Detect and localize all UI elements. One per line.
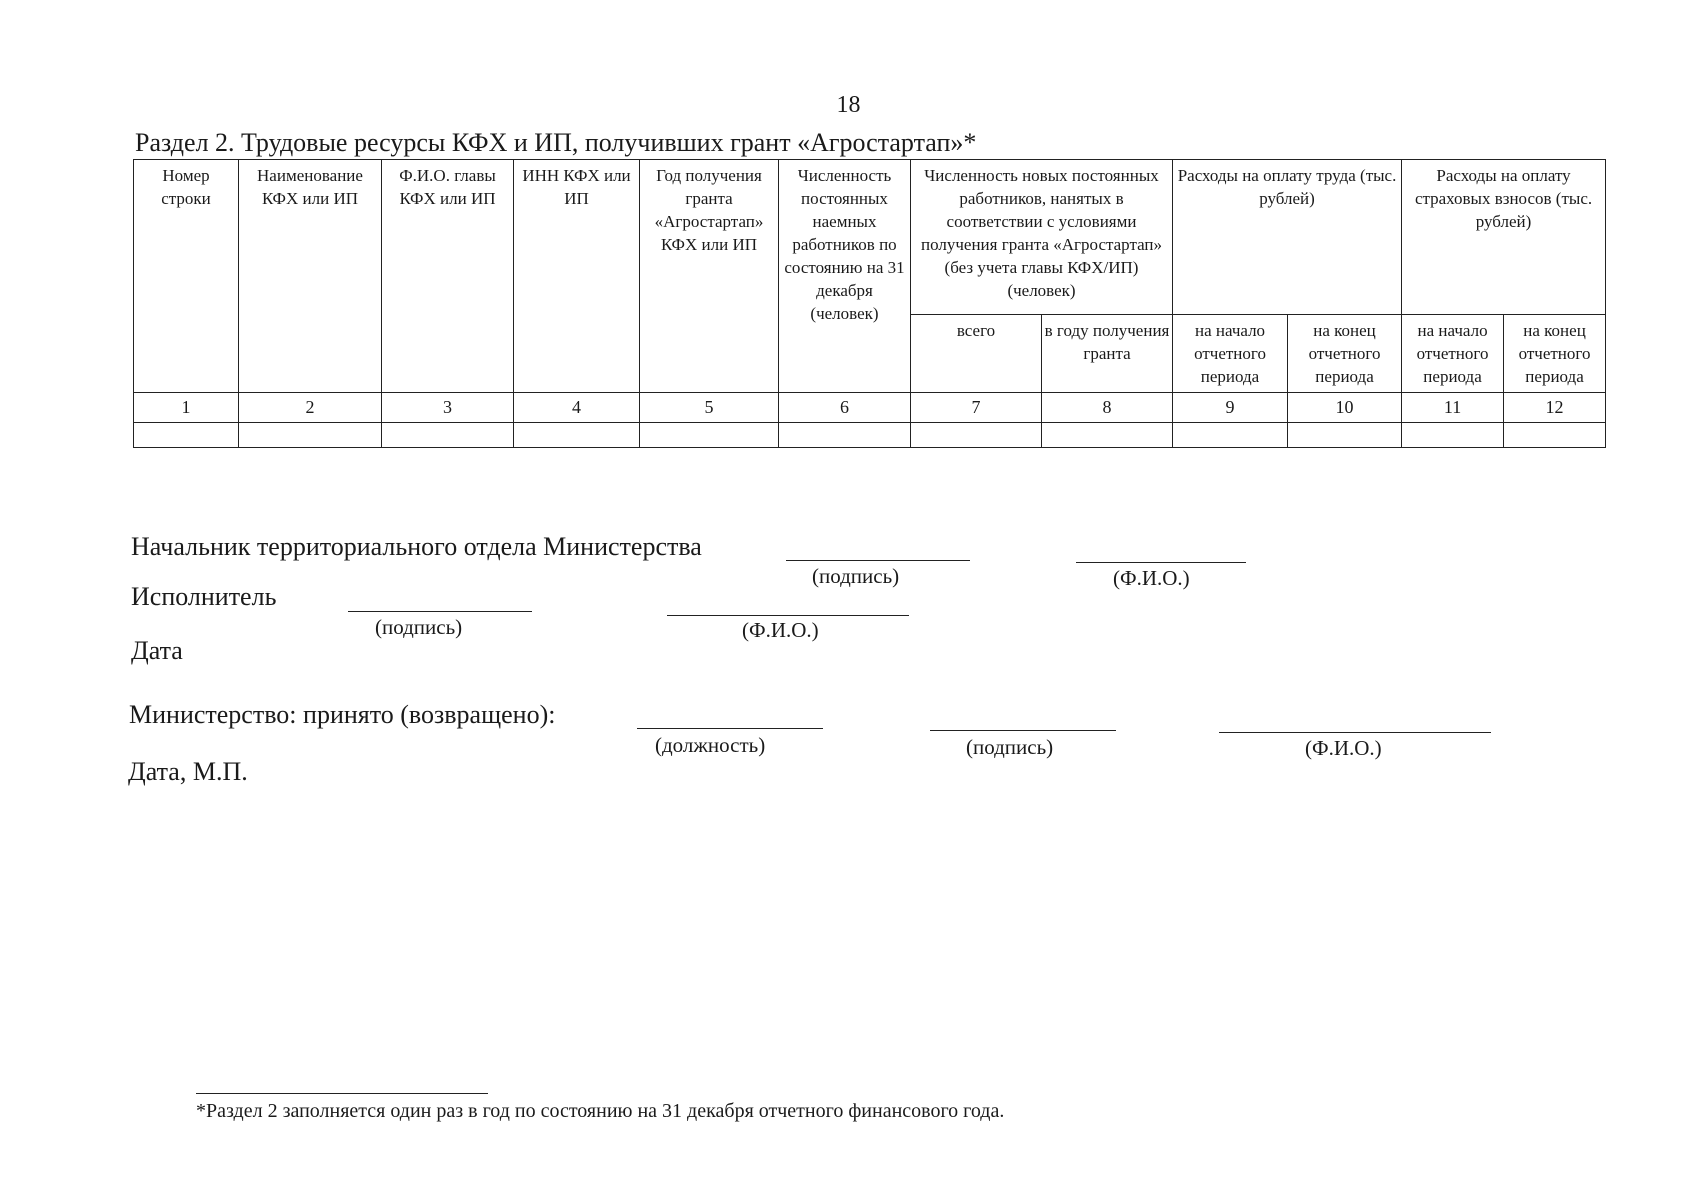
labor-resources-table <box>133 159 1606 448</box>
column-number: 2 <box>239 393 382 423</box>
ministry-fio-line[interactable] <box>1219 732 1491 733</box>
column-number: 8 <box>1042 393 1173 423</box>
executor-fio-line[interactable] <box>667 615 909 616</box>
date-stamp-label: Дата, М.П. <box>128 757 248 786</box>
table-cell[interactable] <box>382 423 514 448</box>
executor-signature-caption: (подпись) <box>375 615 463 639</box>
date-label: Дата <box>131 636 183 665</box>
head-label: Начальник территориального отдела Министерства <box>131 532 702 561</box>
table-cell[interactable] <box>1288 423 1402 448</box>
header-insurance-costs: Расходы на оплату страховых взносов (тыс. рублей) <box>1402 160 1606 315</box>
column-number: 12 <box>1504 393 1606 423</box>
footnote-separator <box>196 1093 488 1094</box>
column-number: 9 <box>1173 393 1288 423</box>
column-number: 11 <box>1402 393 1504 423</box>
column-number: 6 <box>779 393 911 423</box>
table-cell[interactable] <box>779 423 911 448</box>
table-cell[interactable] <box>514 423 640 448</box>
header-new-staff: Численность новых постоянных работников, нанятых в соответствии с условиями получения гранта «Агростартап» (без учета главы КФХ/ИП) (человек) <box>911 160 1173 315</box>
column-number: 10 <box>1288 393 1402 423</box>
subheader-labor-end: на конец отчетного периода <box>1288 315 1402 393</box>
column-number: 1 <box>134 393 239 423</box>
subheader-insurance-start: на начало отчетного периода <box>1402 315 1504 393</box>
section-title: Раздел 2. Трудовые ресурсы КФХ и ИП, получивших грант «Агростартап»* <box>135 128 977 157</box>
column-number-row <box>134 393 1606 423</box>
header-name: Наименование КФХ или ИП <box>239 160 382 393</box>
head-fio-line[interactable] <box>1076 562 1246 563</box>
head-fio-caption: (Ф.И.О.) <box>1113 566 1190 590</box>
page-number: 18 <box>836 92 861 118</box>
table-header-row <box>134 160 1606 315</box>
executor-signature-line[interactable] <box>348 611 532 612</box>
table-cell[interactable] <box>1042 423 1173 448</box>
header-labor-costs: Расходы на оплату труда (тыс. рублей) <box>1173 160 1402 315</box>
table-cell[interactable] <box>911 423 1042 448</box>
table-cell[interactable] <box>1173 423 1288 448</box>
head-signature-caption: (подпись) <box>812 564 900 588</box>
head-signature-line[interactable] <box>786 560 970 561</box>
subheader-in-grant-year: в году получения гранта <box>1042 315 1173 393</box>
subheader-labor-start: на начало отчетного периода <box>1173 315 1288 393</box>
ministry-fio-caption: (Ф.И.О.) <box>1305 736 1382 760</box>
ministry-label: Министерство: принято (возвращено): <box>129 700 556 729</box>
table-cell[interactable] <box>640 423 779 448</box>
column-number: 7 <box>911 393 1042 423</box>
subheader-total: всего <box>911 315 1042 393</box>
executor-fio-caption: (Ф.И.О.) <box>742 618 819 642</box>
ministry-signature-caption: (подпись) <box>966 735 1054 759</box>
column-number: 4 <box>514 393 640 423</box>
table-cell[interactable] <box>239 423 382 448</box>
table-cell[interactable] <box>1504 423 1606 448</box>
column-number: 3 <box>382 393 514 423</box>
table-cell[interactable] <box>134 423 239 448</box>
footnote: *Раздел 2 заполняется один раз в год по состоянию на 31 декабря отчетного финансового года. <box>196 1100 1005 1122</box>
subheader-insurance-end: на конец отчетного периода <box>1504 315 1606 393</box>
executor-label: Исполнитель <box>131 582 277 611</box>
ministry-signature-line[interactable] <box>930 730 1116 731</box>
table-cell[interactable] <box>1402 423 1504 448</box>
header-grant-year: Год получения гранта «Агростартап» КФХ или ИП <box>640 160 779 393</box>
column-number: 5 <box>640 393 779 423</box>
ministry-position-line[interactable] <box>637 728 823 729</box>
header-head-fio: Ф.И.О. главы КФХ или ИП <box>382 160 514 393</box>
header-permanent-staff: Численность постоянных наемных работников по состоянию на 31 декабря (человек) <box>779 160 911 393</box>
ministry-position-caption: (должность) <box>655 733 766 757</box>
header-row-number: Номер строки <box>134 160 239 393</box>
header-inn: ИНН КФХ или ИП <box>514 160 640 393</box>
table-row <box>134 423 1606 448</box>
